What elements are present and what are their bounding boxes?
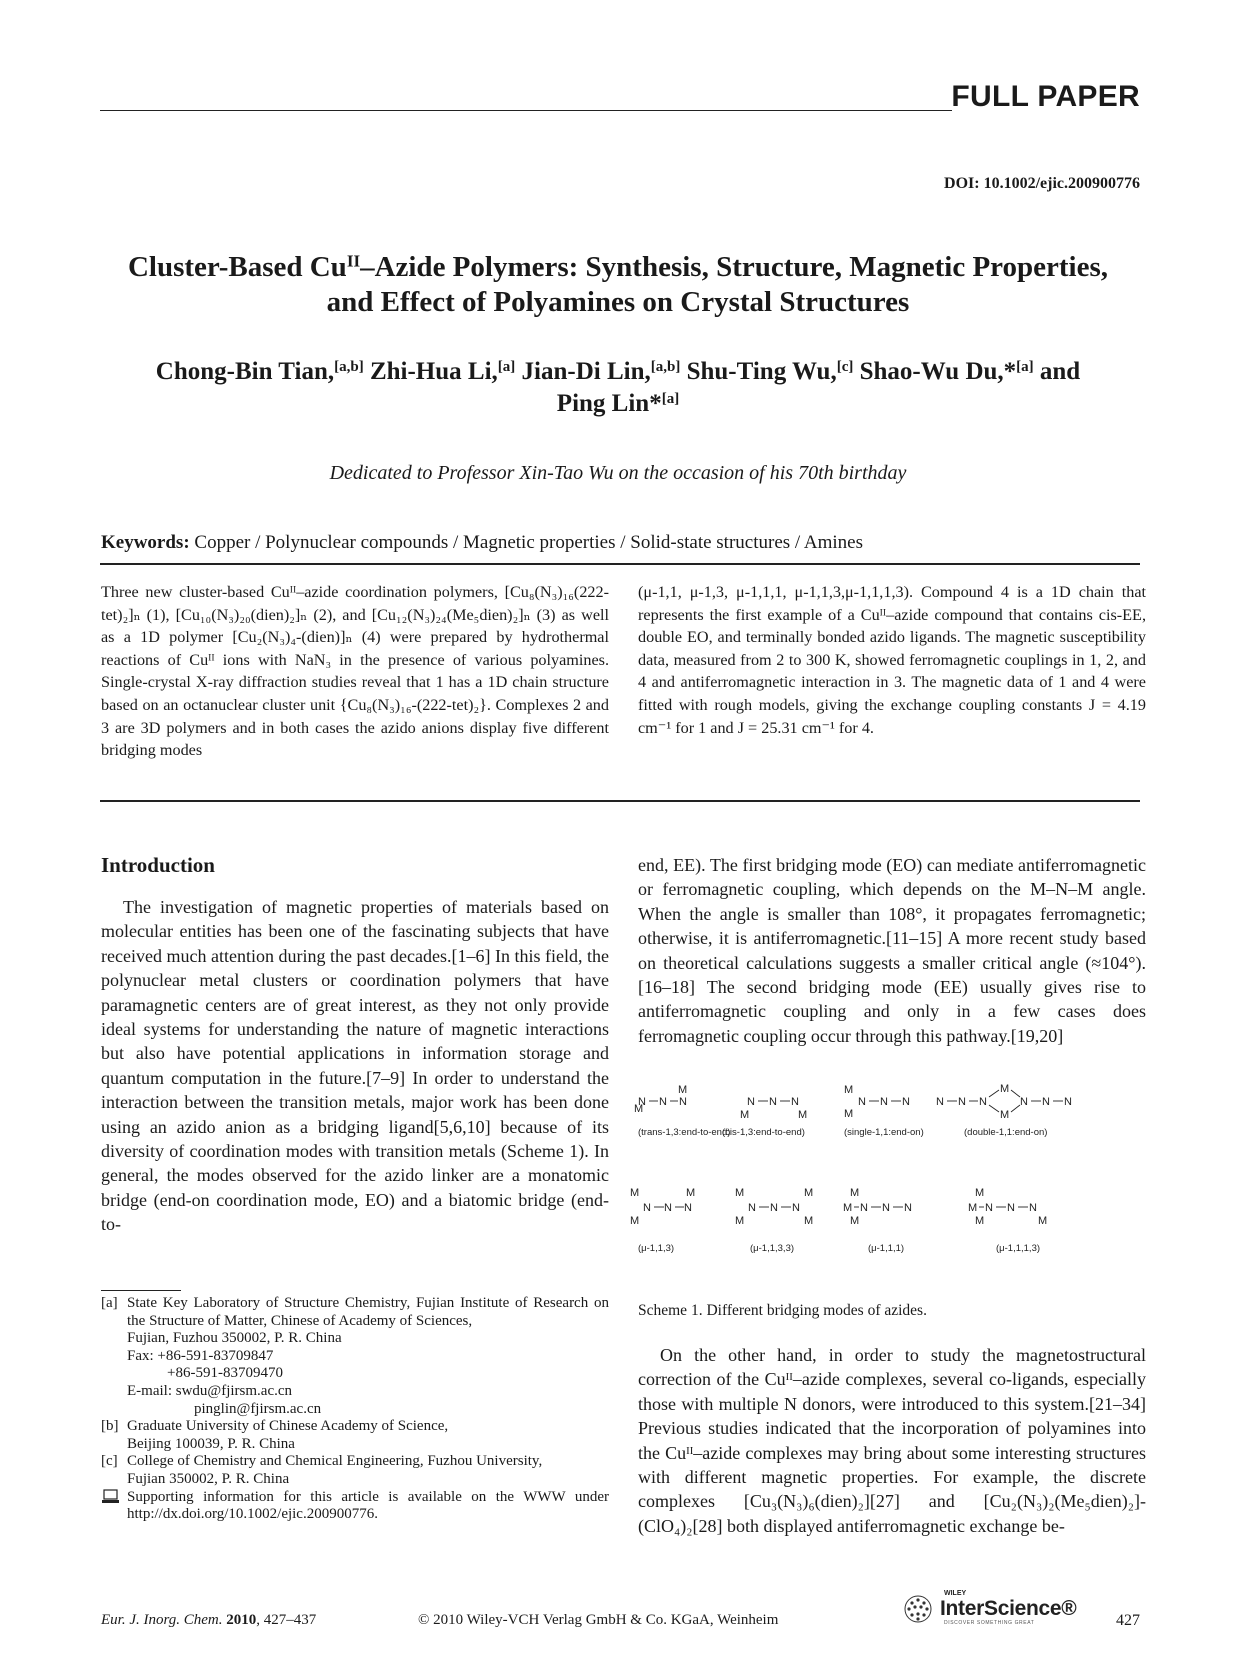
atom-label: N	[747, 1096, 755, 1108]
author-name: Chong-Bin Tian,	[155, 358, 335, 385]
author-affiliation: [a]	[497, 358, 516, 375]
atom-label: M	[804, 1187, 814, 1199]
footnote-line: Fujian 350002, P. R. China	[127, 1470, 290, 1487]
atom-label: M	[804, 1215, 814, 1227]
footer-copyright: © 2010 Wiley-VCH Verlag GmbH & Co. KGaA, Weinheim	[418, 1612, 779, 1628]
section-label: FULL PAPER	[951, 80, 1140, 113]
atom-label: N	[792, 1202, 800, 1214]
scheme-caption: Scheme 1. Different bridging modes of azides.	[638, 1302, 927, 1319]
footnote-email: E-mail: swdu@fjirsm.ac.cn	[127, 1382, 293, 1399]
footnote-b	[101, 1418, 609, 1436]
atom-label: N	[1007, 1202, 1015, 1214]
atom-label: M	[740, 1109, 750, 1121]
title-line2: and Effect of Polyamines on Crystal Structures	[326, 286, 910, 318]
footnote-tag: [c]	[101, 1453, 118, 1470]
author-name: Ping Lin*	[556, 390, 662, 417]
author-conjunction: and	[1039, 358, 1081, 385]
footnote-supporting-info	[101, 1489, 609, 1524]
atom-label: N	[902, 1096, 910, 1108]
atom-label: M	[975, 1187, 985, 1199]
footnote-text: College of Chemistry and Chemical Engineering, Fuzhou University,	[127, 1453, 543, 1470]
author-list	[80, 356, 1156, 420]
atom-label: M	[630, 1187, 640, 1199]
footnote-text: Supporting information for this article is available on the WWW under http://dx.doi.org/10.1002/ejic.200900776.	[127, 1488, 609, 1523]
page-number: 427	[1116, 1612, 1140, 1629]
abstract-right-column: (μ-1,1, μ-1,3, μ-1,1,1, μ-1,1,3,μ-1,1,1,3). Compound 4 is a 1D chain that represents the first example of a Cuᴵᴵ–azide compound that contains cis-EE, double EO, and terminally bonded azido ligands. The magnetic susceptibility data, measured from 2 to 300 K, showed ferromagnetic couplings in 1, 2, and 4 and antiferromagnetic interaction in 3. The magnetic data of 1 and 4 were fitted with rough models, giving the exchange coupling constants J = 4.19 cm⁻¹ for 1 and J = 25.31 cm⁻¹ for 4.	[638, 583, 1146, 737]
atom-label: N	[748, 1202, 756, 1214]
header-rule	[100, 110, 952, 111]
scheme-mode-mu-1-1-3	[630, 1187, 695, 1254]
author-affiliation: [a]	[661, 390, 680, 407]
atom-label: N	[979, 1096, 987, 1108]
atom-label: M	[844, 1084, 854, 1096]
footnote-a	[101, 1295, 609, 1330]
scheme-mode-mu-1-1-3-3	[735, 1187, 813, 1254]
affiliation-footnotes	[101, 1295, 609, 1524]
atom-label: N	[1020, 1096, 1028, 1108]
footnote-text: Graduate University of Chinese Academy of Science,	[127, 1418, 449, 1435]
scheme-label: (trans-1,3:end-to-end)	[638, 1127, 731, 1138]
atom-label: M	[844, 1108, 854, 1120]
atom-label: N	[684, 1202, 692, 1214]
atom-label: M	[735, 1187, 745, 1199]
atom-label: M	[678, 1084, 688, 1096]
footnote-line: Fujian, Fuzhou 350002, P. R. China	[127, 1330, 342, 1347]
footnote-text: State Key Laboratory of Structure Chemistry, Fujian Institute of Research on the Structure of Matter, Chinese of Academy of Sciences,	[127, 1295, 609, 1329]
footnote-rule	[101, 1290, 181, 1291]
author-affiliation: [a,b]	[334, 358, 364, 375]
interscience-logo	[900, 1590, 1077, 1628]
abstract-rule-top	[100, 563, 1140, 565]
atom-label: N	[664, 1202, 672, 1214]
journal-name: Eur. J. Inorg. Chem.	[101, 1612, 223, 1628]
logo-brand: InterScience®	[940, 1597, 1077, 1620]
atom-label: M	[735, 1215, 745, 1227]
atom-label: M	[850, 1187, 860, 1199]
atom-label: N	[958, 1096, 966, 1108]
atom-label: M	[1038, 1215, 1048, 1227]
atom-label: N	[769, 1096, 777, 1108]
scheme-azide-bridging-modes	[630, 1083, 1148, 1285]
dedication: Dedicated to Professor Xin-Tao Wu on the occasion of his 70th birthday	[329, 462, 907, 484]
footnote-line: Beijing 100039, P. R. China	[127, 1435, 295, 1452]
keywords	[101, 532, 863, 554]
logo-wiley: WILEY	[944, 1590, 967, 1597]
scheme-label: (μ-1,1,3,3)	[750, 1243, 795, 1254]
author-name: Jian-Di Lin,	[521, 358, 651, 385]
footer-citation	[101, 1612, 316, 1629]
footnote-email: pinglin@fjirsm.ac.cn	[194, 1400, 322, 1417]
footnote-line: Fax: +86-591-83709847	[127, 1347, 274, 1364]
footnote-tag: [b]	[101, 1418, 119, 1435]
atom-label: N	[638, 1096, 646, 1108]
scheme-mode-mu-1-1-1-3	[968, 1187, 1047, 1254]
atom-label: N	[791, 1096, 799, 1108]
author-affiliation: [a]	[1016, 358, 1034, 375]
keywords-text: Copper / Polynuclear compounds / Magnetic properties / Solid-state structures / Amines	[194, 532, 863, 553]
atom-label: N	[858, 1096, 866, 1108]
atom-label: M	[634, 1103, 644, 1115]
keywords-label: Keywords:	[101, 532, 190, 553]
author-name: Shao-Wu Du,*	[859, 358, 1017, 385]
atom-label: M	[843, 1202, 853, 1214]
atom-label: M	[968, 1202, 978, 1214]
scheme-label: (μ-1,1,1,3)	[996, 1243, 1041, 1254]
footnote-tag: [a]	[101, 1295, 118, 1311]
scheme-mode-trans-1-3	[634, 1084, 730, 1138]
scheme-label: (double-1,1:end-on)	[964, 1127, 1048, 1138]
atom-label: M	[630, 1215, 640, 1227]
atom-label: N	[679, 1096, 687, 1108]
scheme-mode-cis-1-3	[722, 1096, 807, 1138]
atom-label: N	[1064, 1096, 1072, 1108]
journal-pages: , 427–437	[256, 1612, 317, 1628]
atom-label: M	[686, 1187, 696, 1199]
atom-label: N	[1042, 1096, 1050, 1108]
doi: DOI: 10.1002/ejic.200900776	[944, 175, 1140, 192]
author-affiliation: [c]	[836, 358, 854, 375]
scheme-label: (μ-1,1,3)	[638, 1243, 675, 1254]
atom-label: M	[798, 1109, 808, 1121]
atom-label: N	[904, 1202, 912, 1214]
atom-label: N	[880, 1096, 888, 1108]
article-title	[80, 250, 1156, 320]
globe-icon	[900, 1592, 938, 1626]
intro-paragraph: end, EE). The first bridging mode (EO) can mediate antiferromagnetic or ferromagnetic coupling, which depends on the M–N–M angle. When the angle is smaller than 108°, it propagates ferromagnetic; otherwise, it is antiferromagnetic.[11–15] A more recent study based on theoretical calculations suggests a smaller critical angle (≈104°).[16–18] The second bridging mode (EE) usually gives rise to antiferromagnetic coupling and only in a few cases does ferromagnetic coupling occur through this pathway.[19,20]	[638, 855, 1146, 1046]
author-name: Shu-Ting Wu,	[686, 358, 837, 385]
atom-label: N	[770, 1202, 778, 1214]
journal-year: 2010	[226, 1612, 257, 1628]
atom-label: N	[860, 1202, 868, 1214]
atom-label: M	[850, 1215, 860, 1227]
intro-left-column	[101, 895, 609, 1237]
intro-right-column-continued	[638, 1343, 1146, 1538]
intro-paragraph: The investigation of magnetic properties of materials based on molecular entities has been one of the fascinating subjects that have received much attention during the past decades.[1–6] In this field, the polynuclear metal clusters or coordination polymers that have paramagnetic centers are of great interest, as they not only provide ideal systems for understanding the nature of magnetic interactions but also have potential applications in information storage and quantum computation in the future.[7–9] In order to understand the interaction between the transition metals, major work has been done using an azido anion as a bridging ligand[5,6,10] because of its diversity of coordination modes with transition metals (Scheme 1). In general, the modes observed for the azido linker are a monatomic bridge (end-on coordination mode, EO) and a biatomic bridge (end-to-	[101, 897, 609, 1235]
atom-label: N	[643, 1202, 651, 1214]
scheme-label: (cis-1,3:end-to-end)	[722, 1127, 805, 1138]
scheme-label: (μ-1,1,1)	[868, 1243, 905, 1254]
scheme-label: (single-1,1:end-on)	[844, 1127, 924, 1138]
author-affiliation: [a,b]	[650, 358, 681, 375]
scheme-mode-double-1-1	[936, 1083, 1072, 1138]
logo-tagline: DISCOVER SOMETHING GREAT	[944, 1620, 1035, 1626]
atom-label: M	[975, 1215, 985, 1227]
title-sup: II	[346, 251, 361, 271]
atom-label: N	[985, 1202, 993, 1214]
abstract-rule-bottom	[100, 800, 1140, 802]
atom-label: N	[882, 1202, 890, 1214]
author-name: Zhi-Hua Li,	[369, 358, 498, 385]
atom-label: M	[1000, 1109, 1010, 1121]
scheme-mode-mu-1-1-1	[843, 1187, 912, 1254]
intro-right-column	[638, 853, 1146, 1048]
scheme-mode-single-1-1	[844, 1084, 924, 1138]
intro-paragraph: On the other hand, in order to study the magnetostructural correction of the Cuᴵᴵ–azide complexes, several co-ligands, especially those with multiple N donors, were introduced to this system.[21–34] Previous studies indicated that the incorporation of polyamines into the Cuᴵᴵ–azide complexes may bring about some interesting structures with different magnetic properties. For example, the discrete complexes [Cu₃(N₃)₆(dien)₂][27] and [Cu₂(N₃)₂(Me₅dien)₂]-(ClO₄)₂[28] both displayed antiferromagnetic exchange be-	[638, 1345, 1146, 1536]
footnote-line: +86-591-83709470	[167, 1365, 283, 1382]
atom-label: N	[936, 1096, 944, 1108]
computer-icon	[101, 1489, 127, 1524]
atom-label: N	[1029, 1202, 1037, 1214]
footnote-c	[101, 1453, 609, 1471]
section-heading-introduction: Introduction	[101, 853, 215, 877]
atom-label: N	[659, 1096, 667, 1108]
title-part2: –Azide Polymers: Synthesis, Structure, Magnetic Properties,	[360, 251, 1109, 283]
title-part1: Cluster-Based Cu	[127, 251, 347, 283]
abstract-left-column: Three new cluster-based Cuᴵᴵ–azide coordination polymers, [Cu₈(N₃)₁₆(222-tet)₂]ₙ (1), [Cu₁₀(N₃)₂₀(dien)₂]ₙ (2), and [Cu₁₂(N₃)₂₄(Me₅dien)₂]ₙ (3) as well as a 1D polymer [Cu₂(N₃)₄-(dien)]ₙ (4) were prepared by hydrothermal reactions of Cuᴵᴵ ions with NaN₃ in the presence of various polyamines. Single-crystal X-ray diffraction studies reveal that 1 has a 1D chain structure based on an octanuclear cluster unit {Cu₈(N₃)₁₆-(222-tet)₂}. Complexes 2 and 3 are 3D polymers and in both cases the azido anions display five different bridging modes	[101, 583, 609, 760]
atom-label: M	[1000, 1083, 1010, 1095]
